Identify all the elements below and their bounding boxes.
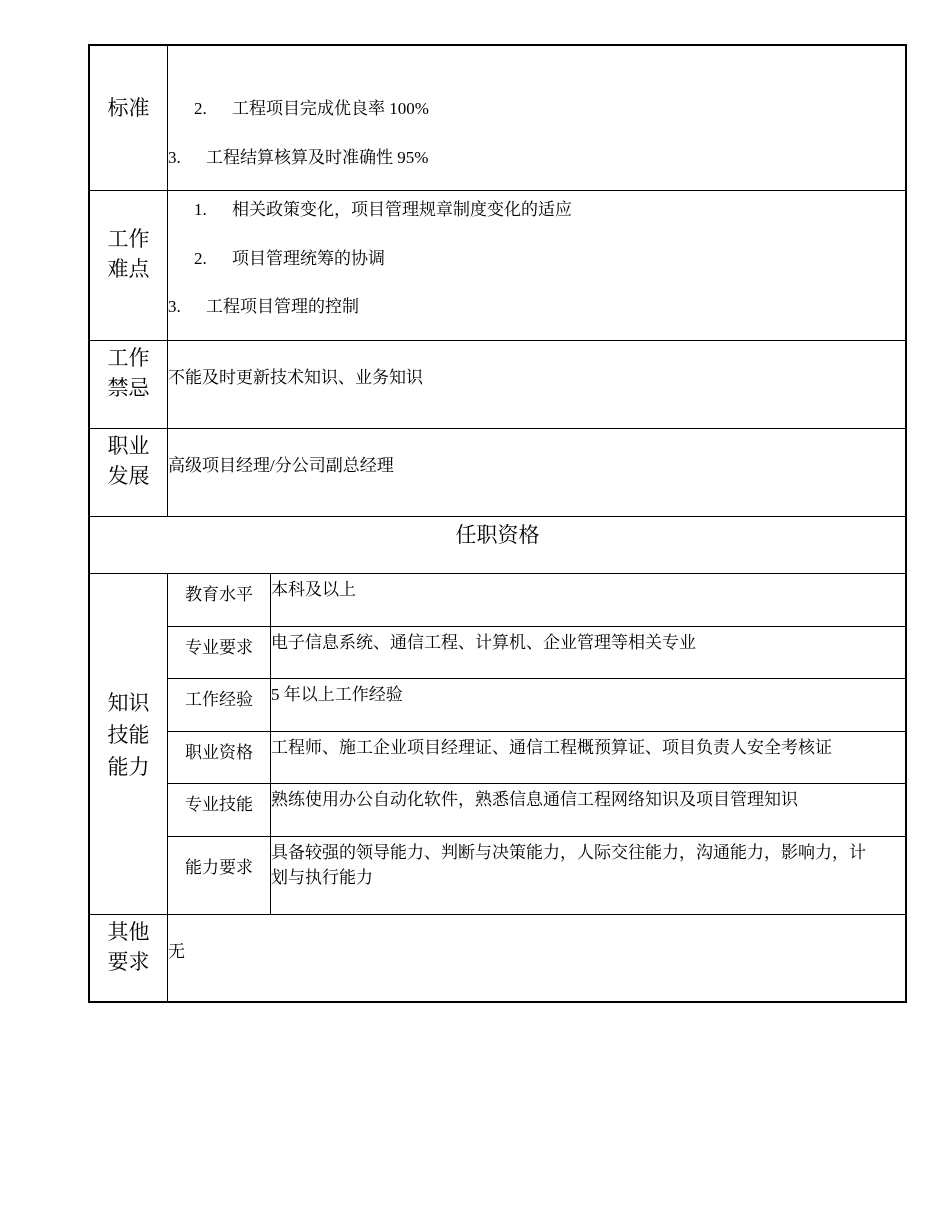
knowledge-item-ability: [168, 837, 905, 915]
career-content: [168, 429, 905, 516]
experience-label: 工作经验: [168, 679, 271, 731]
career-text: 高级项目经理/分公司副总经理: [168, 456, 394, 475]
skills-value: 熟练使用办公自动化软件，熟悉信息通信工程网络知识及项目管理知识: [271, 790, 798, 809]
major-value: 电子信息系统、通信工程、计算机、企业管理等相关专业: [271, 633, 696, 652]
career-label: 职业 发展: [90, 429, 168, 516]
qualification-header: 任职资格: [455, 523, 540, 547]
other-row: [90, 915, 905, 1001]
difficulty-item: 1. 相关政策变化，项目管理规章制度变化的适应: [194, 200, 572, 219]
career-row: [90, 429, 905, 517]
education-value: 本科及以上: [271, 580, 356, 599]
knowledge-item-certification: [168, 732, 905, 784]
standard-item: 3. 工程结算核算及时准确性 95%: [168, 148, 429, 167]
knowledge-item-education: [168, 574, 905, 627]
difficulty-item: 3. 工程项目管理的控制: [168, 297, 359, 316]
certification-value: 工程师、施工企业项目经理证、通信工程概预算证、项目负责人安全考核证: [271, 738, 832, 757]
job-description-table: [88, 44, 907, 1003]
taboo-label: 工作 禁忌: [90, 341, 168, 428]
qualification-header-row: [90, 517, 905, 574]
major-label: 专业要求: [168, 627, 271, 678]
knowledge-row: [90, 574, 905, 915]
other-content: [168, 915, 905, 1001]
ability-value: 具备较强的领导能力、判断与决策能力，人际交往能力，沟通能力，影响力，计划与执行能力: [271, 843, 866, 887]
knowledge-item-experience: [168, 679, 905, 732]
standard-content: [168, 46, 905, 190]
other-label: 其他 要求: [90, 915, 168, 1001]
education-label: 教育水平: [168, 574, 271, 626]
knowledge-item-major: [168, 627, 905, 679]
difficulty-item: 2. 项目管理统筹的协调: [194, 249, 385, 268]
standard-label: 标准: [90, 46, 168, 190]
taboo-row: [90, 341, 905, 429]
ability-label: 能力要求: [168, 837, 271, 915]
standard-item: 2. 工程项目完成优良率 100%: [194, 99, 429, 118]
standard-row: [90, 46, 905, 191]
other-text: 无: [168, 942, 185, 961]
taboo-content: [168, 341, 905, 428]
knowledge-label: 知识 技能 能力: [90, 574, 168, 914]
knowledge-item-skills: [168, 784, 905, 837]
difficulty-label: 工作 难点: [90, 191, 168, 340]
skills-label: 专业技能: [168, 784, 271, 836]
difficulty-content: [168, 191, 905, 340]
difficulty-row: [90, 191, 905, 341]
experience-value: 5 年以上工作经验: [271, 685, 403, 704]
taboo-text: 不能及时更新技术知识、业务知识: [168, 368, 423, 387]
certification-label: 职业资格: [168, 732, 271, 783]
